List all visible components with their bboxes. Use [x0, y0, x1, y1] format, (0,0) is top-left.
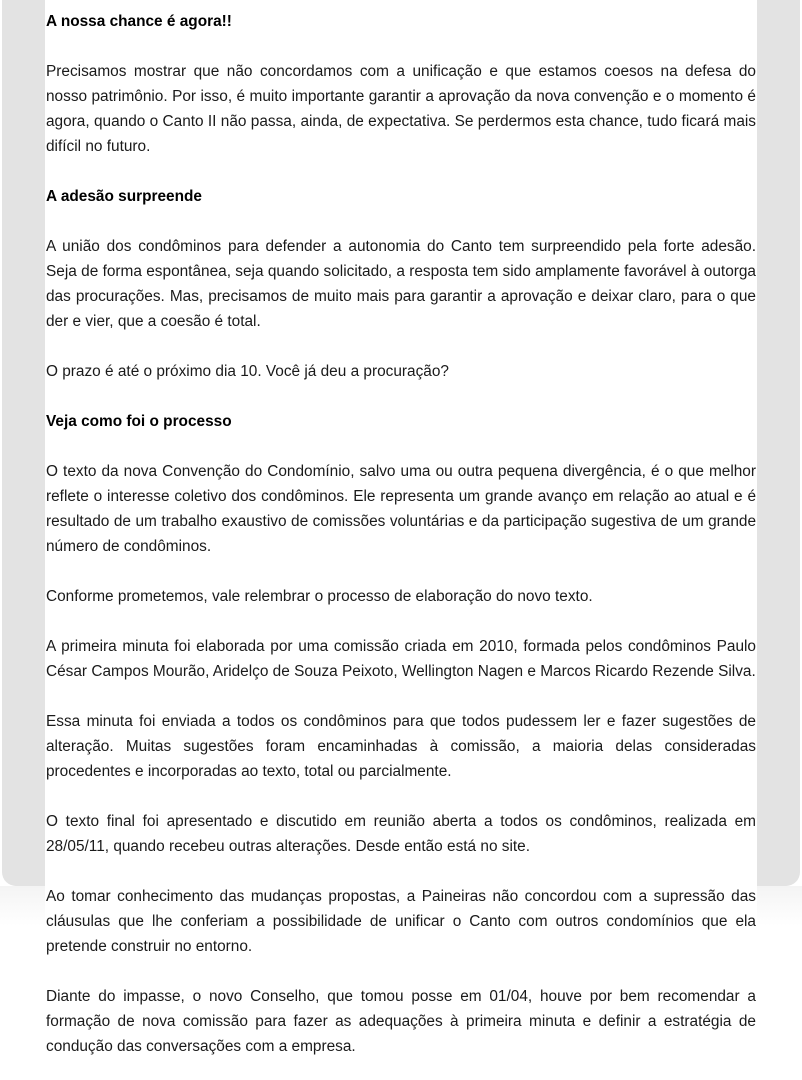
paragraph-unificacao: Precisamos mostrar que não concordamos com a unificação e que estamos coesos na defesa do nosso patrimônio. Por isso, é muito importante garantir a aprovação da nova convenção e o momento é agora, quando o Canto II não passa, ainda, de expectativa. Se perdermos esta chance, tudo ficará mais difícil no futuro.: [46, 63, 756, 155]
heading-adesao: A adesão surpreende: [46, 188, 202, 205]
paragraph-convencao: O texto da nova Convenção do Condomínio, salvo uma ou outra pequena divergência, é o que melhor reflete o interesse coletivo dos condôminos. Ele representa um grande avanço em relação ao atual e é resultado de um trabalho exaustivo de comissões voluntárias e da participação sugestiva de um grande número de condôminos.: [46, 463, 756, 555]
paragraph-paineiras: Ao tomar conhecimento das mudanças propostas, a Paineiras não concordou com a supressão das cláusulas que lhe conferiam a possibilidade de unificar o Canto com outros condomínios que ela pretende construir no entorno.: [46, 888, 756, 955]
paragraph-primeira-minuta: A primeira minuta foi elaborada por uma comissão criada em 2010, formada pelos condôminos Paulo César Campos Mourão, Aridelço de Souza Peixoto, Wellington Nagen e Marcos Ricardo Rezende Silva.: [46, 638, 756, 680]
heading-chance: A nossa chance é agora!!: [46, 13, 232, 30]
article-body: [45, 0, 757, 1080]
paragraph-adesao: A união dos condôminos para defender a autonomia do Canto tem surpreendido pela forte adesão. Seja de forma espontânea, seja quando solicitado, a resposta tem sido amplamente favorável à outorga das procurações. Mas, precisamos de muito mais para garantir a aprovação e deixar claro, para o que der e vier, que a coesão é total.: [46, 238, 756, 330]
paragraph-prazo: O prazo é até o próximo dia 10. Você já deu a procuração?: [46, 363, 449, 380]
paragraph-impasse: Diante do impasse, o novo Conselho, que tomou posse em 01/04, houve por bem recomendar a formação de nova comissão para fazer as adequações à primeira minuta e definir a estratégia de condução das conversações com a empresa.: [46, 988, 756, 1055]
paragraph-sugestoes: Essa minuta foi enviada a todos os condôminos para que todos pudessem ler e fazer sugestões de alteração. Muitas sugestões foram encaminhadas à comissão, a maioria delas consideradas procedentes e incorporadas ao texto, total ou parcialmente.: [46, 713, 756, 780]
heading-processo: Veja como foi o processo: [46, 413, 232, 430]
paragraph-relembrar: Conforme prometemos, vale relembrar o processo de elaboração do novo texto.: [46, 588, 593, 605]
paragraph-texto-final: O texto final foi apresentado e discutido em reunião aberta a todos os condôminos, realizada em 28/05/11, quando recebeu outras alterações. Desde então está no site.: [46, 813, 756, 855]
